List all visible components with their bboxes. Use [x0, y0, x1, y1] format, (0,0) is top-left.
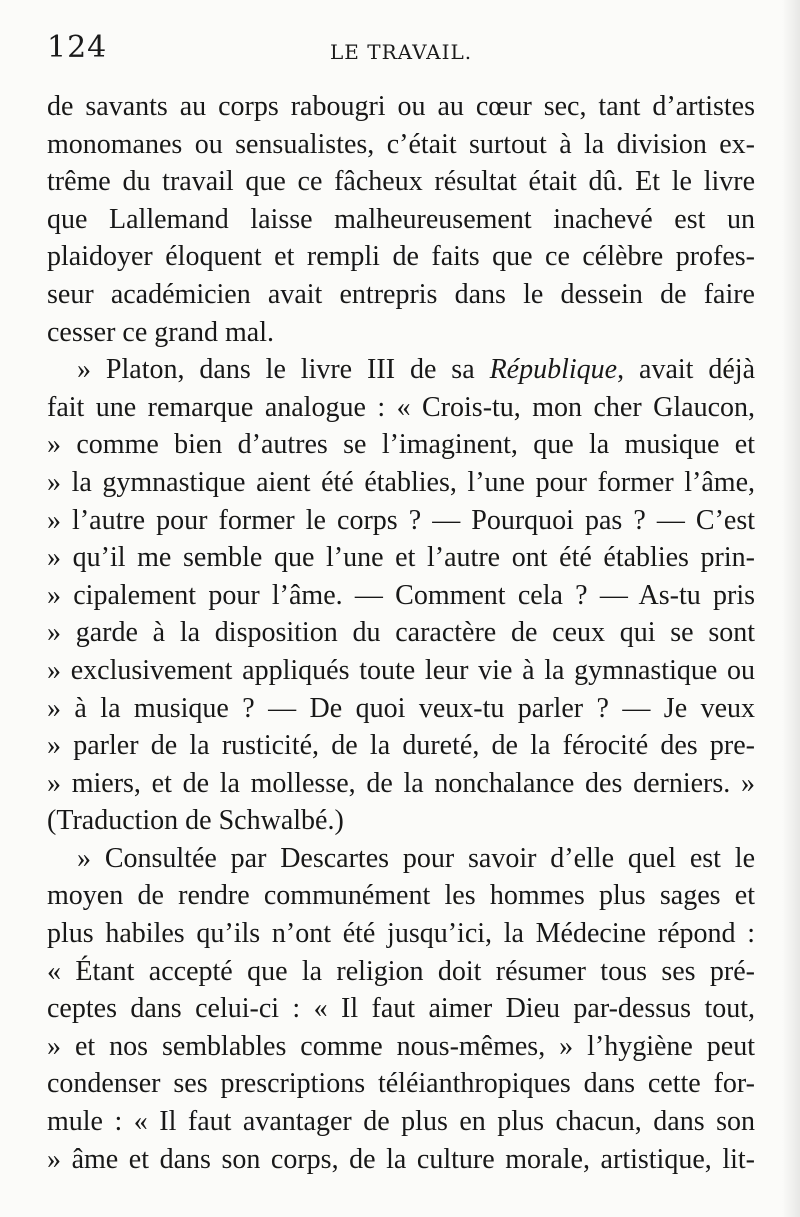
- text-segment: » Platon, dans le livre III de sa: [77, 354, 490, 386]
- text-line: mule : « Il faut avantager de plus en plus chacun, dans son: [47, 1106, 755, 1138]
- text-line: » exclusivement appliqués toute leur vie à la gymnastique ou: [47, 654, 755, 686]
- text-line: que Lallemand laisse malheureusement inachevé est un: [47, 203, 755, 235]
- text-line: monomanes ou sensualistes, c’était surtout à la division ex-: [47, 128, 755, 160]
- text-line: » à la musique ? — De quoi veux-tu parler ? — Je veux: [47, 692, 755, 724]
- text-line: de savants au corps rabougri ou au cœur sec, tant d’artistes: [47, 91, 755, 122]
- text-line: » qu’il me semble que l’une et l’autre ont été établies prin-: [47, 542, 755, 574]
- text-line: plaidoyer éloquent et rempli de faits que ce célèbre profes-: [47, 241, 755, 273]
- page-header: [47, 30, 757, 78]
- text-segment: , avait déjà: [617, 354, 755, 386]
- running-title: LE TRAVAIL.: [330, 40, 473, 64]
- book-title-italic: République: [489, 354, 618, 386]
- text-line: » cipalement pour l’âme. — Comment cela ? — As-tu pris: [47, 579, 755, 611]
- text-line: fait une remarque analogue : « Crois-tu, mon cher Glaucon,: [47, 391, 755, 423]
- text-line: (Traduction de Schwalbé.): [47, 805, 344, 837]
- text-line: » la gymnastique aient été établies, l’une pour former l’âme,: [47, 466, 755, 498]
- text-line: » miers, et de la mollesse, de la nonchalance des derniers. »: [47, 767, 755, 799]
- text-line: moyen de rendre communément les hommes plus sages et: [47, 880, 755, 912]
- text-line: « Étant accepté que la religion doit résumer tous ses pré-: [47, 955, 755, 987]
- text-line: seur académicien avait entrepris dans le dessein de faire: [47, 278, 755, 310]
- text-line: cesser ce grand mal.: [47, 316, 274, 348]
- text-line: plus habiles qu’ils n’ont été jusqu’ici, la Médecine répond :: [47, 918, 755, 950]
- text-line: condenser ses prescriptions téléianthropiques dans cette for-: [47, 1068, 755, 1100]
- page-number: 124: [47, 30, 108, 65]
- text-line: » et nos semblables comme nous-mêmes, » l’hygiène peut: [47, 1030, 755, 1062]
- text-line: » l’autre pour former le corps ? — Pourquoi pas ? — C’est: [47, 504, 755, 536]
- body-text: [47, 88, 755, 1178]
- text-line: ceptes dans celui-ci : « Il faut aimer Dieu par-dessus tout,: [47, 993, 755, 1025]
- text-line-republique: [47, 351, 755, 389]
- text-line: » parler de la rusticité, de la dureté, de la férocité des pre-: [47, 730, 755, 762]
- page-edge-shadow: [782, 0, 800, 1217]
- text-line: » âme et dans son corps, de la culture morale, artistique, lit-: [47, 1143, 755, 1175]
- text-line: » Consultée par Descartes pour savoir d’elle quel est le: [77, 842, 755, 874]
- text-line: » comme bien d’autres se l’imaginent, que la musique et: [47, 429, 755, 461]
- text-line: trême du travail que ce fâcheux résultat était dû. Et le livre: [47, 166, 755, 198]
- text-line: » garde à la disposition du caractère de ceux qui se sont: [47, 617, 755, 649]
